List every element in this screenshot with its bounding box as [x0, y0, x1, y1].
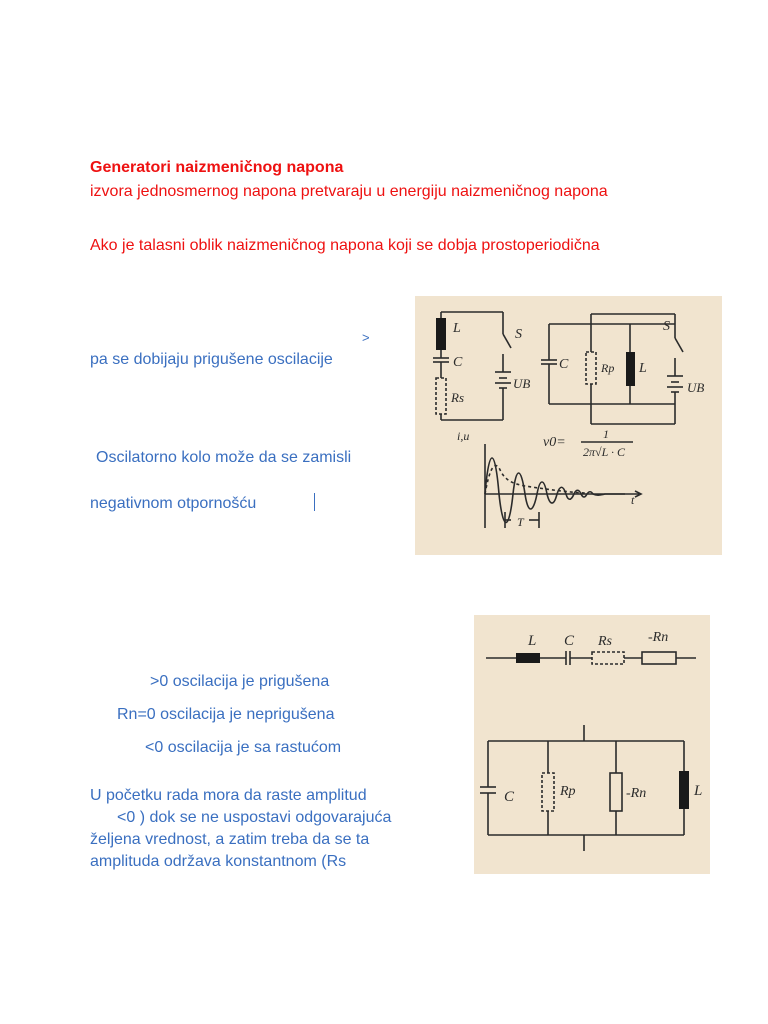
label-iu-axis: i,u — [457, 429, 470, 443]
label-L-left: L — [453, 321, 461, 336]
label-C-right: C — [559, 357, 569, 372]
label-S-left: S — [515, 327, 522, 342]
label-C-parallel: C — [504, 789, 515, 805]
label-negRn-parallel: -Rn — [626, 786, 647, 801]
label-Rs-left: Rs — [451, 390, 464, 405]
oscillator-text: Oscilatorno kolo može da se zamisli — [96, 449, 352, 466]
oscillator-circuit-svg — [415, 296, 722, 555]
label-L-right: L — [639, 361, 647, 376]
case-growing: <0 oscilacija je sa rastućom — [145, 739, 342, 756]
label-t-axis: t — [631, 493, 635, 507]
label-negRn-series: -Rn — [648, 630, 669, 645]
page-title: Generatori naizmeničnog napona — [90, 159, 344, 176]
label-L-parallel: L — [694, 783, 703, 799]
negative-resistance-text: negativnom otpornošću — [90, 495, 257, 512]
inductor-right-icon — [626, 352, 635, 386]
label-L-series: L — [528, 633, 537, 649]
inductor-parallel-icon — [679, 771, 689, 809]
label-S-right: S — [663, 319, 670, 334]
label-Rs-series: Rs — [598, 634, 612, 649]
text-cursor — [314, 493, 315, 511]
waveform-line: Ako je talasni oblik naizmeničnog napona koji se dobja prostoperiodična — [90, 237, 600, 254]
paragraph-line-4: amplituda održava konstantnom (Rs — [90, 853, 347, 870]
damped-oscillation-text: pa se dobijaju prigušene oscilacije — [90, 351, 333, 368]
formula-lhs: v0= — [543, 435, 566, 450]
inductor-series-icon — [516, 653, 540, 663]
case-undamped: Rn=0 oscilacija je neprigušena — [117, 706, 335, 723]
label-Rp-parallel: Rp — [560, 784, 576, 799]
negative-resistance-svg — [474, 615, 710, 874]
oscillator-circuit-figure — [415, 296, 722, 555]
greater-than-symbol: > — [362, 330, 370, 345]
inductor-left-icon — [436, 318, 446, 350]
paragraph-line-2: <0 ) dok se ne uspostavi odgovarajuća — [117, 809, 392, 826]
label-C-series: C — [564, 633, 575, 649]
paragraph-line-3: željena vrednost, a zatim treba da se ta — [90, 831, 370, 848]
paragraph-line-1: U početku rada mora da raste amplitud — [90, 787, 367, 804]
label-UB-left: UB — [513, 376, 531, 391]
label-UB-right: UB — [687, 380, 705, 395]
label-C-left: C — [453, 355, 463, 370]
label-Rp-right: Rp — [601, 361, 615, 375]
intro-line: izvora jednosmernog napona pretvaraju u energiju naizmeničnog napona — [90, 183, 608, 200]
formula-denominator: 2π√L · C — [583, 445, 626, 459]
negative-resistance-figure — [474, 615, 710, 874]
label-period-T: T — [517, 515, 524, 529]
formula-numerator: 1 — [603, 427, 609, 441]
case-damped: >0 oscilacija je prigušena — [150, 673, 330, 690]
